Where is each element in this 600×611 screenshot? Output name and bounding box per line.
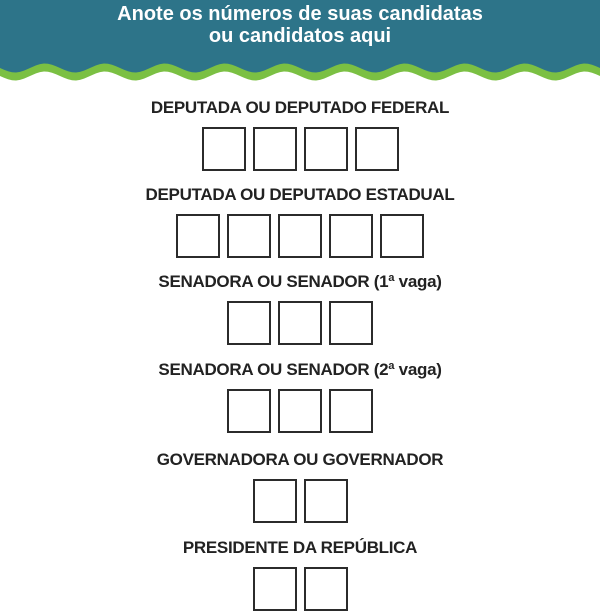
- digit-box[interactable]: [329, 214, 373, 258]
- section-label: DEPUTADA OU DEPUTADO ESTADUAL: [145, 185, 455, 204]
- digit-boxes: [0, 127, 600, 171]
- digit-box[interactable]: [176, 214, 220, 258]
- digit-boxes: [0, 479, 600, 523]
- digit-box[interactable]: [380, 214, 424, 258]
- section-presidente: [0, 536, 600, 611]
- section-governador: [0, 448, 600, 523]
- digit-box[interactable]: [253, 479, 297, 523]
- digit-boxes: [0, 389, 600, 433]
- section-senador-1-vaga: [0, 270, 600, 345]
- digit-box[interactable]: [355, 127, 399, 171]
- digit-box[interactable]: [253, 127, 297, 171]
- section-label: SENADORA OU SENADOR (1ª vaga): [158, 272, 442, 291]
- digit-box[interactable]: [227, 214, 271, 258]
- digit-box[interactable]: [304, 567, 348, 611]
- section-deputado-estadual: [0, 183, 600, 258]
- digit-box[interactable]: [278, 389, 322, 433]
- digit-box[interactable]: [304, 127, 348, 171]
- header-title-line-2: ou candidatos aqui: [208, 25, 392, 47]
- digit-box[interactable]: [278, 214, 322, 258]
- digit-box[interactable]: [202, 127, 246, 171]
- digit-box[interactable]: [253, 567, 297, 611]
- digit-boxes: [0, 214, 600, 258]
- digit-box[interactable]: [304, 479, 348, 523]
- header-banner: [0, 0, 600, 90]
- section-senador-2-vaga: [0, 358, 600, 433]
- digit-box[interactable]: [329, 301, 373, 345]
- section-label: DEPUTADA OU DEPUTADO FEDERAL: [150, 98, 450, 117]
- header-title: [0, 0, 600, 47]
- digit-boxes: [0, 301, 600, 345]
- digit-box[interactable]: [227, 301, 271, 345]
- section-label: GOVERNADORA OU GOVERNADOR: [156, 450, 444, 469]
- digit-box[interactable]: [278, 301, 322, 345]
- header-title-line-1: Anote os números de suas candidatas: [117, 3, 483, 25]
- section-deputado-federal: [0, 96, 600, 171]
- digit-box[interactable]: [329, 389, 373, 433]
- digit-box[interactable]: [227, 389, 271, 433]
- digit-boxes: [0, 567, 600, 611]
- section-label: SENADORA OU SENADOR (2ª vaga): [158, 360, 442, 379]
- section-label: PRESIDENTE DA REPÚBLICA: [182, 538, 418, 557]
